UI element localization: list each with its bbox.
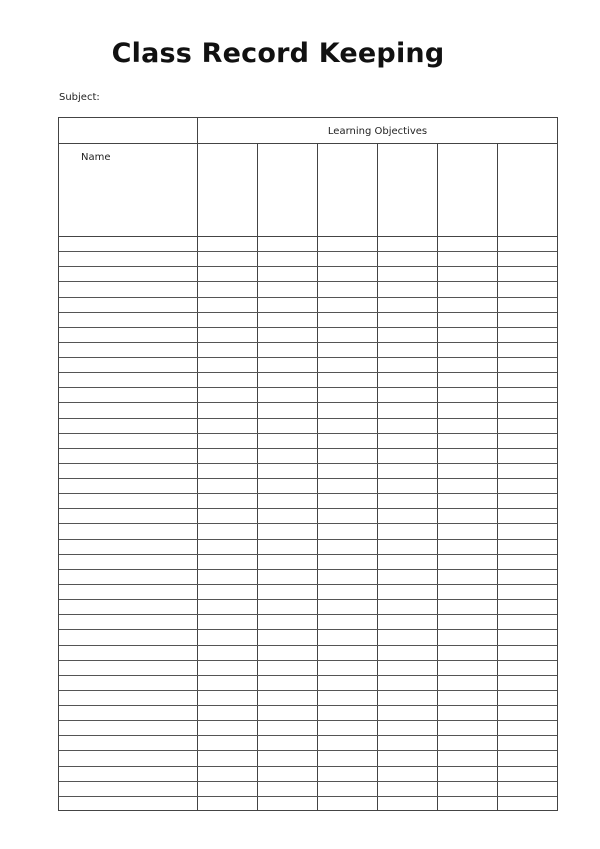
table-row <box>59 585 557 600</box>
table-row <box>59 646 557 661</box>
table-row <box>59 540 557 555</box>
table-row <box>59 358 557 373</box>
table-row <box>59 388 557 403</box>
table-row <box>59 706 557 721</box>
table-header-row <box>59 144 557 237</box>
table-header-group-row <box>59 118 557 144</box>
table-row <box>59 464 557 479</box>
table-row <box>59 630 557 645</box>
table-row <box>59 661 557 676</box>
table-row <box>59 555 557 570</box>
table-row <box>59 721 557 736</box>
table-body <box>59 237 557 810</box>
table-row <box>59 343 557 358</box>
name-column-header: Name <box>81 152 111 163</box>
learning-objectives-header: Learning Objectives <box>197 118 557 143</box>
table-row <box>59 403 557 418</box>
table-row <box>59 782 557 797</box>
table-row <box>59 676 557 691</box>
table-row <box>59 237 557 252</box>
table-row <box>59 267 557 282</box>
page-title: Class Record Keeping <box>111 38 445 69</box>
table-row <box>59 449 557 464</box>
table-row <box>59 691 557 706</box>
table-row <box>59 509 557 524</box>
table-row <box>59 252 557 267</box>
table-row <box>59 313 557 328</box>
table-row <box>59 479 557 494</box>
table-row <box>59 328 557 343</box>
table-row <box>59 751 557 766</box>
table-row <box>59 282 557 297</box>
table-row <box>59 298 557 313</box>
table-row <box>59 600 557 615</box>
record-table <box>58 117 558 811</box>
table-row <box>59 797 557 812</box>
table-row <box>59 373 557 388</box>
table-row <box>59 736 557 751</box>
table-row <box>59 434 557 449</box>
table-row <box>59 570 557 585</box>
table-row <box>59 767 557 782</box>
table-row <box>59 524 557 539</box>
table-row <box>59 494 557 509</box>
table-row <box>59 615 557 630</box>
table-row <box>59 419 557 434</box>
subject-label: Subject: <box>59 92 100 103</box>
